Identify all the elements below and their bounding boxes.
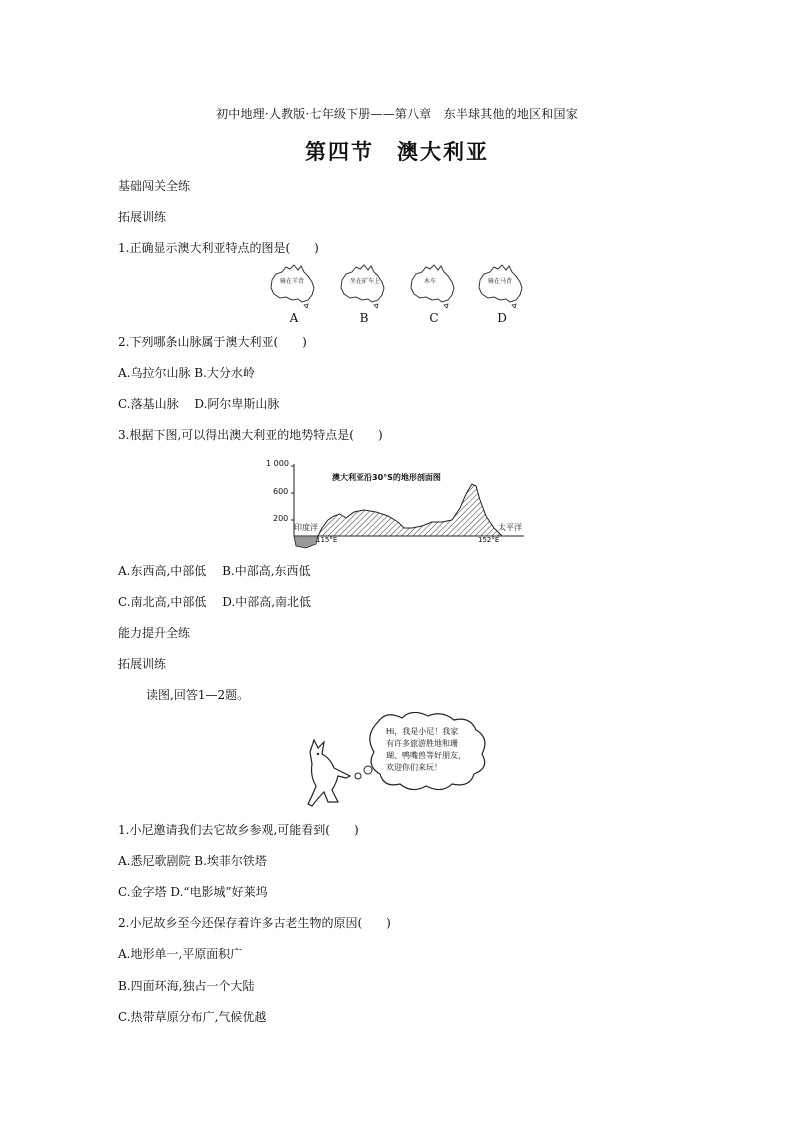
bubble-line-1: Hi，我是小尼！我家 <box>386 727 459 736</box>
map-label-d: 骑在马背 <box>488 278 513 285</box>
map-label-b: 坐在矿车上 <box>350 278 381 285</box>
reading-intro: 读图,回答1—2题。 <box>146 688 250 702</box>
question-4-stem: 1.小尼邀请我们去它故乡参观,可能看到( ) <box>118 823 359 837</box>
bubble-dot <box>355 773 361 779</box>
indian-ocean-sea-bed <box>294 536 318 548</box>
question-5-option-b: B.四面环海,独占一个大陆 <box>118 979 255 993</box>
y-tick-200: 200 <box>273 514 289 523</box>
australia-outline-icon <box>476 262 528 310</box>
option-letter-c: C <box>429 311 439 325</box>
bubble-line-2: 有许多旅游胜地和珊 <box>386 739 458 748</box>
question-5-option-a: A.地形单一,平原面积广 <box>118 947 243 961</box>
map-option-c <box>408 262 460 325</box>
map-option-a <box>268 262 320 325</box>
question-5-stem: 2.小尼故乡至今还保存着许多古老生物的原因( ) <box>118 916 391 930</box>
bubble-line-4: 欢迎你们来玩！ <box>386 763 442 772</box>
option-letter-d: D <box>497 311 507 325</box>
question-2-options-ab: A.乌拉尔山脉 B.大分水岭 <box>118 366 255 380</box>
y-tick-1000: 1 000 <box>266 459 289 468</box>
right-ocean-label: 太平洋 <box>498 523 522 532</box>
left-ocean-label: 印度洋 <box>294 523 318 532</box>
terrain-profile-figure <box>266 456 530 552</box>
australia-outline-icon <box>408 262 460 310</box>
question-3-stem: 3.根据下图,可以得出澳大利亚的地势特点是( ) <box>118 428 383 442</box>
kangaroo-body <box>308 740 350 806</box>
section-heading-advanced: 能力提升全练 <box>118 626 191 640</box>
x-label-152e: 152°E <box>478 536 500 544</box>
section-sub-expand: 拓展训练 <box>118 210 167 224</box>
page-title: 第四节 澳大利亚 <box>305 140 489 164</box>
option-letter-a: A <box>289 311 299 325</box>
australia-outline-icon <box>268 262 320 310</box>
bubble-line-3: 瑚、鸭嘴兽等好朋友， <box>386 751 466 760</box>
section-sub-expand-2: 拓展训练 <box>118 657 167 671</box>
question-3-options-cd: C.南北高,中部低 D.中部高,南北低 <box>118 595 312 609</box>
page-header: 初中地理·人教版·七年级下册——第八章 东半球其他的地区和国家 <box>216 107 578 121</box>
map-option-d <box>476 262 528 325</box>
australia-outline-icon <box>338 262 390 310</box>
y-tick-600: 600 <box>273 487 289 496</box>
question-4-options-ab: A.悉尼歌剧院 B.埃菲尔铁塔 <box>118 854 267 868</box>
question-1-stem: 1.正确显示澳大利亚特点的图是( ) <box>118 241 319 255</box>
question-5-option-c: C.热带草原分布广,气候优越 <box>118 1010 267 1024</box>
question-2-options-cd: C.落基山脉 D.阿尔卑斯山脉 <box>118 397 280 411</box>
x-label-115e: 115°E <box>316 536 338 544</box>
map-option-b <box>338 262 390 325</box>
section-heading-basic: 基础闯关全练 <box>118 179 191 193</box>
question-2-stem: 2.下列哪条山脉属于澳大利亚( ) <box>118 335 307 349</box>
question-3-options-ab: A.东西高,中部低 B.中部高,东西低 <box>118 564 311 578</box>
map-label-a: 骑在羊背 <box>280 278 305 285</box>
q1-map-options <box>262 262 532 326</box>
bubble-dot <box>364 766 372 774</box>
land-profile <box>318 484 502 536</box>
kangaroo-illustration <box>302 712 492 810</box>
map-label-c: 木车 <box>424 278 437 285</box>
question-4-options-cd: C.金字塔 D.“电影城”好莱坞 <box>118 885 268 899</box>
option-letter-b: B <box>359 311 369 325</box>
profile-title: 澳大利亚沿30°S的地形剖面图 <box>332 473 441 482</box>
